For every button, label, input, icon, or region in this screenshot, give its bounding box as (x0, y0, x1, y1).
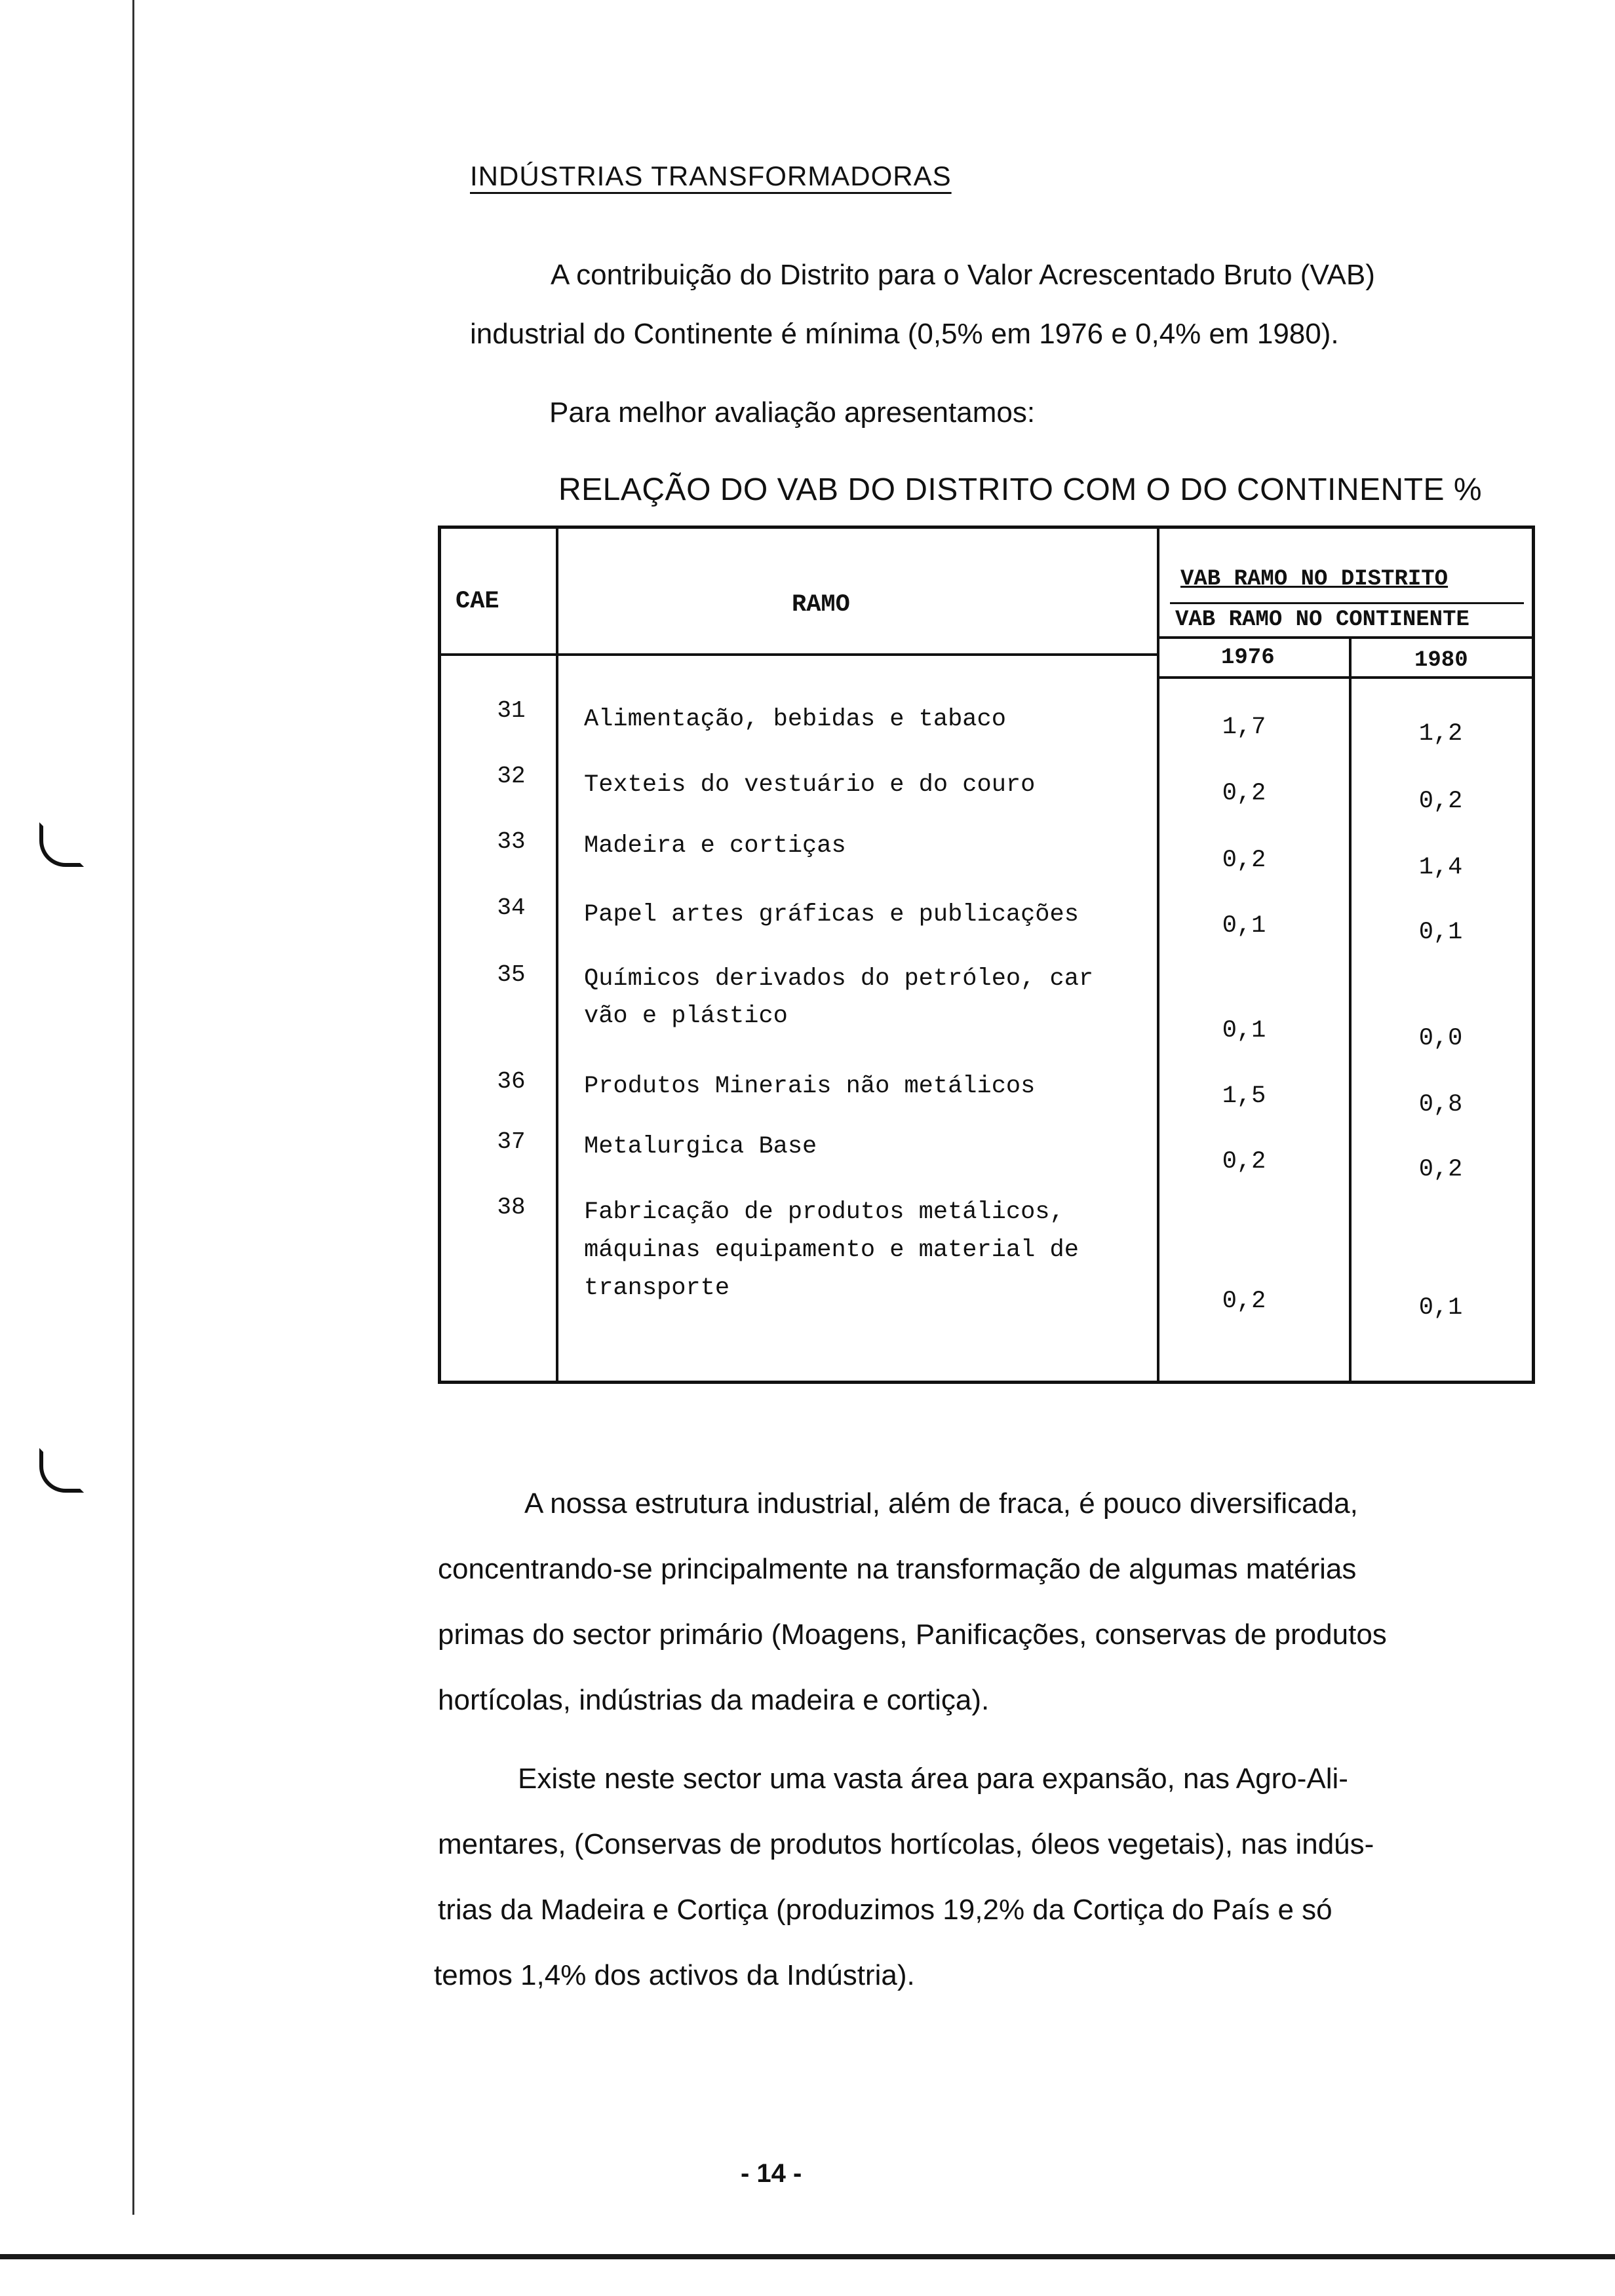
body-p2-line-1: Existe neste sector uma vasta área para expansão, nas Agro-Ali- (518, 1763, 1348, 1795)
section-title: INDÚSTRIAS TRANSFORMADORAS (470, 161, 952, 191)
body-p1-line-1: A nossa estrutura industrial, além de fraca, é pouco diversificada, (524, 1487, 1358, 1520)
ratio-fraction-bar (1170, 602, 1524, 604)
header-ratio-bottom (1157, 636, 1535, 639)
header-ratio-denominator: VAB RAMO NO CONTINENTE (1175, 607, 1469, 632)
row-value-1980: 0,1 (1418, 1294, 1463, 1322)
row-ramo: Alimentação, bebidas e tabaco (584, 706, 1006, 733)
binder-hole-mark (39, 822, 84, 867)
row-ramo: Madeira e cortiças (584, 832, 846, 860)
header-ratio-numerator: VAB RAMO NO DISTRITO (1180, 567, 1449, 592)
row-value-1976: 1,7 (1222, 714, 1266, 741)
col-divider-ramo (1157, 529, 1159, 1384)
binder-hole-mark (39, 1448, 84, 1493)
row-value-1976: 0,1 (1222, 912, 1266, 940)
page-number: - 14 - (741, 2159, 802, 2188)
row-value-1976: 0,2 (1222, 1148, 1266, 1176)
row-ramo: Papel artes gráficas e publicações (584, 901, 1079, 928)
row-ramo-continued: máquinas equipamento e material de (584, 1236, 1079, 1264)
row-value-1980: 0,2 (1418, 788, 1463, 815)
table-title: RELAÇÃO DO VAB DO DISTRITO COM O DO CONTINENTE % (558, 472, 1483, 507)
header-year-1976: 1976 (1221, 645, 1275, 670)
row-value-1980: 0,0 (1418, 1025, 1463, 1052)
row-value-1980: 0,2 (1418, 1156, 1463, 1183)
intro-line-2: industrial do Continente é mínima (0,5% em 1976 e 0,4% em 1980). (470, 318, 1339, 350)
header-year-1980: 1980 (1414, 648, 1468, 673)
header-cae: CAE (456, 588, 499, 615)
header-bottom-left (441, 653, 1157, 656)
row-cae: 38 (497, 1194, 526, 1221)
row-cae: 37 (497, 1128, 526, 1155)
row-value-1976: 0,2 (1222, 1288, 1266, 1315)
row-value-1980: 1,2 (1418, 720, 1463, 748)
row-value-1976: 0,2 (1222, 780, 1266, 807)
row-value-1976: 0,1 (1222, 1017, 1266, 1044)
row-cae: 32 (497, 763, 526, 790)
row-ramo: Produtos Minerais não metálicos (584, 1073, 1036, 1100)
body-p2-line-3: trias da Madeira e Cortiça (produzimos 19,2% da Cortiça do País e só (438, 1894, 1333, 1926)
row-cae: 33 (497, 828, 526, 855)
header-years-bottom (1157, 676, 1535, 679)
row-ramo: Fabricação de produtos metálicos, (584, 1198, 1064, 1226)
vab-table (438, 526, 1535, 1384)
row-value-1976: 1,5 (1222, 1082, 1266, 1110)
row-ramo-continued: transporte (584, 1274, 730, 1302)
body-p2-line-4: temos 1,4% dos activos da Indústria). (434, 1959, 915, 1991)
row-cae: 36 (497, 1068, 526, 1095)
row-value-1980: 0,8 (1418, 1091, 1463, 1119)
row-ramo: Texteis do vestuário e do couro (584, 771, 1036, 799)
body-p2-line-2: mentares, (Conservas de produtos hortícolas, óleos vegetais), nas indús- (438, 1828, 1374, 1860)
row-cae: 34 (497, 894, 526, 921)
row-ramo-continued: vão e plástico (584, 1003, 788, 1030)
body-p1-line-4: hortícolas, indústrias da madeira e cortiça). (438, 1684, 990, 1716)
body-p1-line-2: concentrando-se principalmente na transformação de algumas matérias (438, 1553, 1357, 1585)
row-cae: 35 (497, 961, 526, 988)
row-value-1980: 0,1 (1418, 919, 1463, 946)
row-ramo: Químicos derivados do petróleo, car (584, 965, 1094, 993)
col-divider-years (1349, 637, 1352, 1384)
header-ramo: RAMO (792, 591, 850, 619)
row-ramo: Metalurgica Base (584, 1133, 817, 1160)
row-value-1980: 1,4 (1418, 854, 1463, 881)
body-p1-line-3: primas do sector primário (Moagens, Panificações, conservas de produtos (438, 1618, 1387, 1651)
scan-margin-line (132, 0, 134, 2215)
col-divider-cae (556, 529, 558, 1384)
scan-bottom-edge (0, 2254, 1615, 2259)
row-value-1976: 0,2 (1222, 847, 1266, 874)
intro-line-3: Para melhor avaliação apresentamos: (549, 396, 1036, 429)
row-cae: 31 (497, 697, 526, 724)
intro-line-1: A contribuição do Distrito para o Valor Acrescentado Bruto (VAB) (551, 259, 1375, 291)
